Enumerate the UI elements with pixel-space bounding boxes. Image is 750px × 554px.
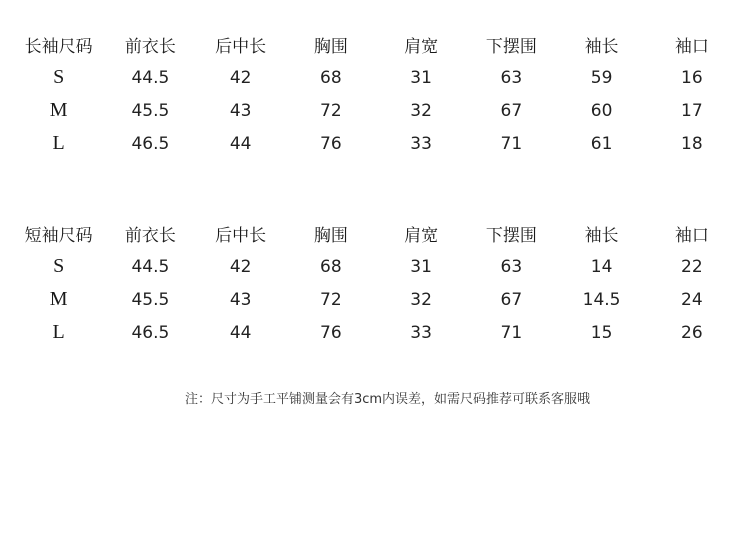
header-sleeve-length: 袖长 xyxy=(584,37,619,57)
table-cell: 61 xyxy=(590,133,613,154)
table-cell: 46.5 xyxy=(131,133,170,154)
table-cell: 67 xyxy=(500,289,523,310)
table-row xyxy=(12,94,737,127)
size-label: S xyxy=(53,66,65,88)
header-shoulder: 肩宽 xyxy=(404,226,439,246)
table-cell: 63 xyxy=(500,256,523,277)
table-cell: 72 xyxy=(320,289,342,310)
table-cell: 71 xyxy=(500,133,523,154)
table-cell: 17 xyxy=(681,100,703,121)
size-label: M xyxy=(49,99,68,121)
header-sleeve-length: 袖长 xyxy=(584,226,619,246)
table-cell: 45.5 xyxy=(131,100,170,121)
table-cell: 76 xyxy=(320,322,342,343)
table-cell: 14.5 xyxy=(582,289,621,310)
table-cell: 44 xyxy=(229,322,252,343)
table-cell: 26 xyxy=(681,322,703,343)
table-cell: 18 xyxy=(681,133,703,154)
header-front-length: 前衣长 xyxy=(124,37,176,57)
table-cell: 46.5 xyxy=(131,322,170,343)
header-size: 短袖尺码 xyxy=(24,226,93,246)
header-size: 长袖尺码 xyxy=(24,37,93,57)
table-cell: 72 xyxy=(320,100,342,121)
table-cell: 32 xyxy=(410,289,432,310)
header-shoulder: 肩宽 xyxy=(404,37,439,57)
size-label: L xyxy=(52,321,65,343)
table-cell: 31 xyxy=(410,256,432,277)
header-cuff: 袖口 xyxy=(674,37,709,57)
header-hem: 下摆围 xyxy=(485,37,537,57)
size-label: L xyxy=(52,132,65,154)
table-row xyxy=(12,283,737,316)
measurement-note: 注：尺寸为手工平铺测量会有3cm内误差，如需尺码推荐可联系客服哦 xyxy=(184,392,591,407)
header-chest: 胸围 xyxy=(313,226,348,246)
table-cell: 59 xyxy=(590,67,613,88)
table-cell: 24 xyxy=(681,289,703,310)
table-cell: 76 xyxy=(320,133,342,154)
table-cell: 15 xyxy=(590,322,613,343)
table-row xyxy=(12,250,737,283)
table-cell: 68 xyxy=(320,67,342,88)
table-cell: 33 xyxy=(410,322,432,343)
table-cell: 45.5 xyxy=(131,289,170,310)
table-cell: 32 xyxy=(410,100,432,121)
header-back-length: 后中长 xyxy=(215,37,267,57)
table-header-row xyxy=(12,217,737,250)
table-cell: 42 xyxy=(229,256,252,277)
size-label: S xyxy=(53,255,65,277)
header-chest: 胸围 xyxy=(313,37,348,57)
header-front-length: 前衣长 xyxy=(124,226,176,246)
header-hem: 下摆围 xyxy=(485,226,537,246)
table-cell: 42 xyxy=(229,67,252,88)
table-cell: 14 xyxy=(590,256,613,277)
table-cell: 16 xyxy=(681,67,703,88)
long-sleeve-size-table xyxy=(12,28,737,160)
table-cell: 60 xyxy=(590,100,613,121)
table-row xyxy=(12,127,737,160)
table-cell: 44 xyxy=(229,133,252,154)
table-row xyxy=(12,61,737,94)
table-cell: 67 xyxy=(500,100,523,121)
header-back-length: 后中长 xyxy=(215,226,267,246)
table-cell: 22 xyxy=(681,256,703,277)
table-cell: 68 xyxy=(320,256,342,277)
table-cell: 44.5 xyxy=(131,67,170,88)
table-row xyxy=(12,316,737,349)
table-cell: 43 xyxy=(229,100,252,121)
table-cell: 33 xyxy=(410,133,432,154)
table-cell: 63 xyxy=(500,67,523,88)
table-header-row xyxy=(12,28,737,61)
short-sleeve-size-table xyxy=(12,217,737,349)
table-cell: 31 xyxy=(410,67,432,88)
size-label: M xyxy=(49,288,68,310)
table-cell: 43 xyxy=(229,289,252,310)
table-cell: 44.5 xyxy=(131,256,170,277)
table-cell: 71 xyxy=(500,322,523,343)
header-cuff: 袖口 xyxy=(674,226,709,246)
